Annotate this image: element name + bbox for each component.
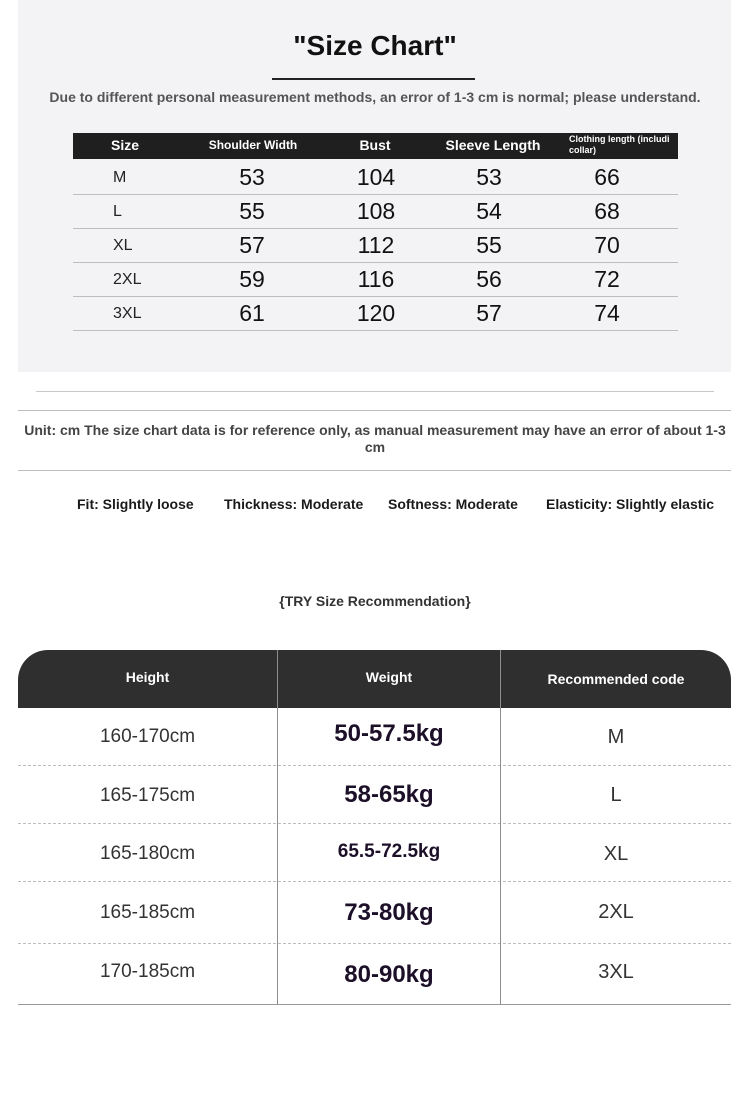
attribute-fit: Fit: Slightly loose — [77, 496, 194, 512]
recommendation-title: {TRY Size Recommendation} — [279, 593, 471, 609]
column-divider — [277, 650, 278, 1005]
header-weight: Weight — [365, 669, 413, 685]
length-cell: 72 — [594, 266, 620, 292]
sleeve-cell: 53 — [476, 164, 502, 190]
table-row — [18, 882, 731, 944]
weight-cell: 50-57.5kg — [334, 720, 444, 747]
header-size: Size — [110, 137, 139, 153]
code-cell: L — [610, 784, 622, 806]
size-chart-header — [73, 133, 678, 159]
shoulder-cell: 61 — [239, 300, 265, 326]
size-cell: 3XL — [113, 305, 142, 322]
shoulder-cell: 59 — [239, 266, 265, 292]
size-chart-table — [73, 133, 678, 331]
divider — [18, 410, 731, 411]
sleeve-cell: 55 — [476, 232, 502, 258]
attribute-softness: Softness: Moderate — [388, 496, 518, 512]
table-row — [18, 766, 731, 824]
title-underline — [272, 78, 475, 80]
bust-cell: 116 — [357, 266, 395, 292]
table-row — [18, 944, 731, 1005]
weight-cell: 80-90kg — [344, 961, 434, 988]
table-row — [73, 229, 678, 263]
table-row — [18, 708, 731, 766]
code-cell: 2XL — [598, 901, 634, 923]
shoulder-cell: 55 — [239, 198, 265, 224]
sleeve-cell: 54 — [476, 198, 502, 224]
bust-cell: 108 — [356, 198, 396, 224]
size-cell: XL — [113, 237, 133, 254]
header-clothing-length-line2: collar) — [569, 145, 597, 155]
header-bust: Bust — [359, 137, 391, 153]
divider — [18, 470, 731, 471]
attribute-elasticity: Elasticity: Slightly elastic — [546, 496, 715, 512]
header-recommended-code: Recommended code — [547, 671, 685, 687]
bust-cell: 104 — [356, 164, 396, 190]
height-cell: 160-170cm — [99, 726, 196, 747]
height-cell: 165-185cm — [99, 902, 196, 923]
table-row — [73, 159, 678, 195]
unit-note: Unit: cm The size chart data is for reference only, as manual measurement may have an error of about 1-3 cm — [24, 422, 726, 455]
size-cell: M — [113, 169, 127, 186]
table-row — [18, 824, 731, 882]
table-row — [73, 297, 678, 331]
page-title: "Size Chart" — [293, 30, 457, 61]
bust-cell: 120 — [356, 300, 396, 326]
size-cell: 2XL — [113, 271, 142, 288]
height-cell: 170-185cm — [99, 961, 196, 982]
measurement-note: Due to different personal measurement methods, an error of 1-3 cm is normal; please understand. — [49, 89, 701, 105]
column-divider — [500, 650, 501, 1005]
weight-cell: 73-80kg — [344, 899, 434, 926]
length-cell: 66 — [594, 164, 620, 190]
attribute-thickness: Thickness: Moderate — [224, 496, 364, 512]
table-row — [73, 263, 678, 297]
length-cell: 74 — [594, 300, 620, 326]
header-height: Height — [125, 669, 170, 685]
length-cell: 70 — [594, 232, 620, 258]
height-cell: 165-175cm — [99, 785, 196, 806]
size-cell: L — [113, 203, 122, 220]
recommendation-header — [18, 650, 731, 708]
header-shoulder-width: Shoulder Width — [208, 138, 298, 152]
header-clothing-length — [569, 134, 677, 156]
table-row — [73, 195, 678, 229]
code-cell: 3XL — [598, 961, 634, 983]
bust-cell: 112 — [357, 232, 395, 258]
header-clothing-length-line1: Clothing length (includi — [569, 134, 670, 144]
shoulder-cell: 57 — [239, 232, 265, 258]
weight-cell: 65.5-72.5kg — [337, 841, 441, 862]
shoulder-cell: 53 — [239, 164, 265, 190]
header-sleeve-length: Sleeve Length — [445, 137, 541, 153]
sleeve-cell: 56 — [476, 266, 502, 292]
recommendation-table — [18, 650, 731, 1005]
height-cell: 165-180cm — [99, 843, 196, 864]
code-cell: M — [607, 726, 625, 748]
sleeve-cell: 57 — [476, 300, 502, 326]
length-cell: 68 — [594, 198, 620, 224]
code-cell: XL — [603, 843, 629, 865]
divider — [36, 391, 714, 392]
weight-cell: 58-65kg — [344, 781, 434, 808]
